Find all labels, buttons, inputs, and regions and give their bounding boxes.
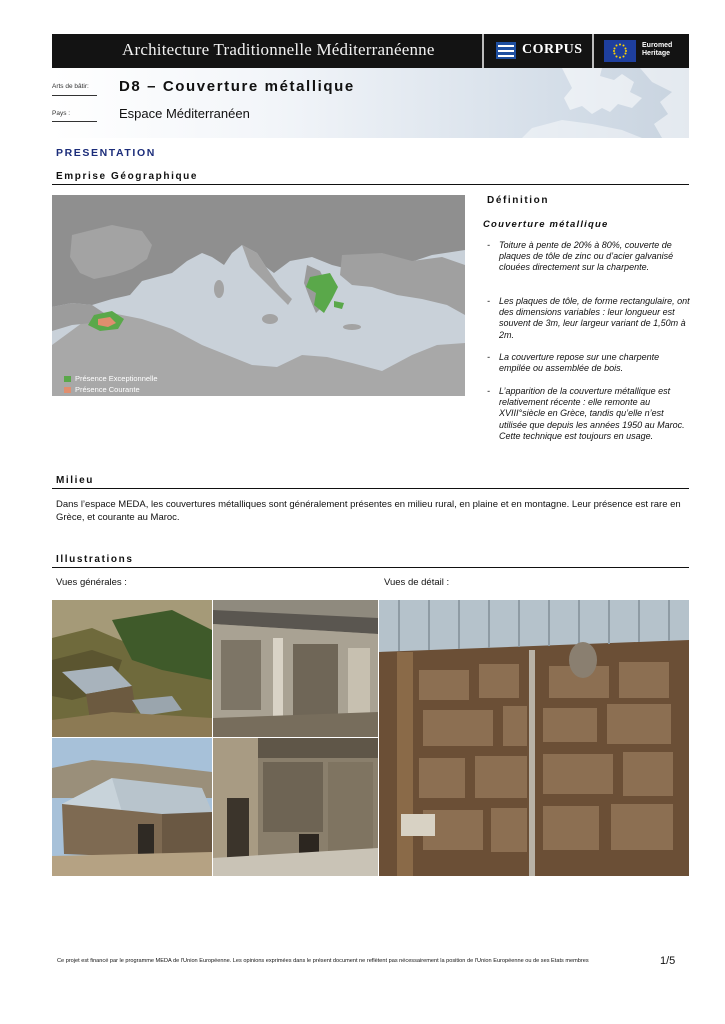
legend-label: Présence Courante — [75, 385, 140, 394]
header-map-graphic — [522, 68, 689, 138]
section-rule — [52, 488, 689, 489]
milieu-heading: Milieu — [56, 475, 94, 486]
definition-bullet: - L’apparition de la couverture métallique est relativement récente : elle remonte au XVIII°siècle en Grèce, tandis qu’elle n’est utilisée que depuis les années 1950 au Maroc. Cette technique est toujours en usage. — [487, 386, 692, 442]
definition-heading: Définition — [487, 195, 550, 206]
emprise-geographique-heading: Emprise Géographique — [56, 171, 199, 182]
illustrations-heading: Illustrations — [56, 554, 134, 565]
photo-hillside-village — [52, 600, 212, 737]
banner-divider — [482, 34, 484, 68]
region-title: Espace Méditerranéen — [119, 106, 250, 121]
legend-swatch-exceptionnelle — [64, 376, 71, 382]
detail-views-caption: Vues de détail : — [384, 577, 450, 588]
heritage-line: Heritage — [642, 50, 671, 57]
bullet-text: Les plaques de tôle, de forme rectangulaire, ont des dimensions variables : leur longueur est souvent de 3m, leur largeur variant de 1,50m à 2m. — [499, 296, 690, 340]
label-underline — [52, 95, 97, 96]
banner-title: Architecture Traditionnelle Méditerranéenne — [122, 40, 435, 59]
photo-roof-stone-wall-detail — [379, 600, 689, 876]
mediterranean-map-graphic — [52, 195, 465, 396]
section-rule — [52, 567, 689, 568]
corpus-logo — [496, 42, 516, 59]
bullet-text: La couverture repose sur une charpente empilée ou assemblée de bois. — [499, 352, 660, 374]
milieu-paragraph: Dans l’espace MEDA, les couvertures métalliques sont généralement présentes en milieu rural, en plaine et en montagne. Leur présence est rare en Grèce, et courante au Maroc. — [56, 499, 681, 523]
bullet-text: Toiture à pente de 20% à 80%, couverte de plaques de tôle de zinc ou d’acier galvanisé clouées directement sur la charpente. — [499, 240, 674, 273]
definition-bullet: - Toiture à pente de 20% à 80%, couverte de plaques de tôle de zinc ou d’acier galvanisé clouées directement sur la charpente. — [487, 240, 692, 274]
definition-subtitle: Couverture métallique — [483, 219, 609, 230]
header-band — [52, 68, 689, 138]
footer-funding-note: Ce projet est financé par le programme MEDA de l'Union Européenne. Les opinions exprimées dans le présent document ne reflètent pas nécessairement la position de l'Union Européenne ou de ses Etats membres — [57, 958, 589, 964]
corpus-label: CORPUS — [522, 42, 583, 57]
photo-wooden-house — [213, 600, 378, 737]
euromed-heritage-label — [642, 42, 672, 58]
photo-stone-house-metal-roof — [52, 738, 212, 876]
legend-label: Présence Exceptionnelle — [75, 374, 158, 383]
section-rule — [52, 184, 689, 185]
european-union-flag-logo — [604, 40, 636, 62]
banner-divider — [592, 34, 594, 68]
photo-wooden-facade — [213, 738, 378, 876]
label-underline — [52, 121, 97, 122]
legend-swatch-courante — [64, 387, 71, 393]
euromed-line: Euromed — [642, 42, 673, 49]
general-views-caption: Vues générales : — [56, 577, 127, 588]
pays-label: Pays : — [52, 110, 71, 117]
document-title: D8 – Couverture métallique — [119, 78, 355, 95]
arts-de-batir-label: Arts de bâtir: — [52, 83, 89, 90]
geographic-map — [52, 195, 465, 396]
definition-bullet: - La couverture repose sur une charpente empilée ou assemblée de bois. — [487, 352, 692, 374]
presentation-heading: PRESENTATION — [56, 147, 156, 159]
top-banner — [52, 34, 689, 68]
bullet-text: L’apparition de la couverture métallique est relativement récente : elle remonte au XVIII°siècle en Grèce, tandis qu’elle n’est utilisée que depuis les années 1950 au Maroc. Cette technique est toujours en usage. — [499, 386, 685, 441]
definition-bullet: - Les plaques de tôle, de forme rectangulaire, ont des dimensions variables : leur longueur est souvent de 3m, leur largeur variant de 1,50m à 2m. — [487, 296, 692, 341]
page-number: 1/5 — [660, 955, 676, 967]
